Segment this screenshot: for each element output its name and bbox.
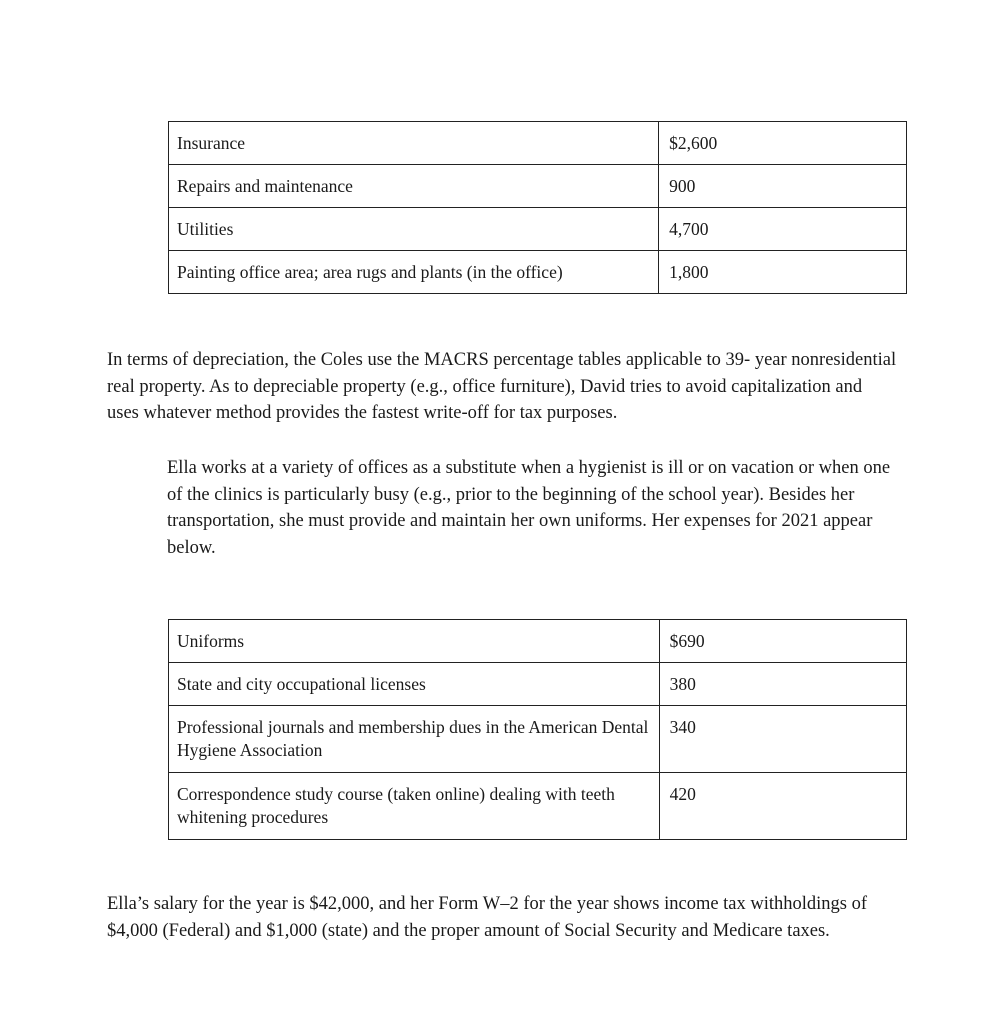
table-row (169, 620, 907, 663)
expense-amount: $690 (659, 620, 906, 663)
expense-amount: 900 (659, 165, 907, 208)
expense-amount: 340 (659, 706, 906, 773)
expense-label: Painting office area; area rugs and plants (in the office) (169, 251, 659, 294)
table-row (169, 208, 907, 251)
expense-amount: 4,700 (659, 208, 907, 251)
expense-amount: 380 (659, 663, 906, 706)
table-row (169, 773, 907, 840)
expense-amount: 1,800 (659, 251, 907, 294)
expense-label: Professional journals and membership dues in the American Dental Hygiene Association (169, 706, 660, 773)
ella-expenses-table (168, 619, 907, 840)
expense-label: Correspondence study course (taken online) dealing with teeth whitening procedures (169, 773, 660, 840)
table-row (169, 663, 907, 706)
expense-amount: $2,600 (659, 122, 907, 165)
depreciation-paragraph: In terms of depreciation, the Coles use the MACRS percentage tables applicable to 39- year nonresidential real property. As to depreciable property (e.g., office furniture), David tries to avoid capitalization and uses whatever method provides the fastest write-off for tax purposes. (107, 350, 897, 423)
expense-label: Insurance (169, 122, 659, 165)
expense-label: Uniforms (169, 620, 660, 663)
ella-work-paragraph: Ella works at a variety of offices as a substitute when a hygienist is ill or on vacation or when one of the clinics is particularly busy (e.g., prior to the beginning of the school year). Besides her transportation, she must provide and maintain her own uniforms. Her expenses for 2021 appear below. (167, 458, 891, 558)
table-row (169, 122, 907, 165)
expense-amount: 420 (659, 773, 906, 840)
table-row (169, 706, 907, 773)
table-row (169, 251, 907, 294)
office-expenses-table (168, 121, 907, 294)
expense-label: Utilities (169, 208, 659, 251)
expense-label: Repairs and maintenance (169, 165, 659, 208)
expense-label: State and city occupational licenses (169, 663, 660, 706)
table-row (169, 165, 907, 208)
ella-salary-paragraph: Ella’s salary for the year is $42,000, and her Form W–2 for the year shows income tax withholdings of $4,000 (Federal) and $1,000 (state) and the proper amount of Social Security and Medicare taxes. (107, 894, 868, 941)
